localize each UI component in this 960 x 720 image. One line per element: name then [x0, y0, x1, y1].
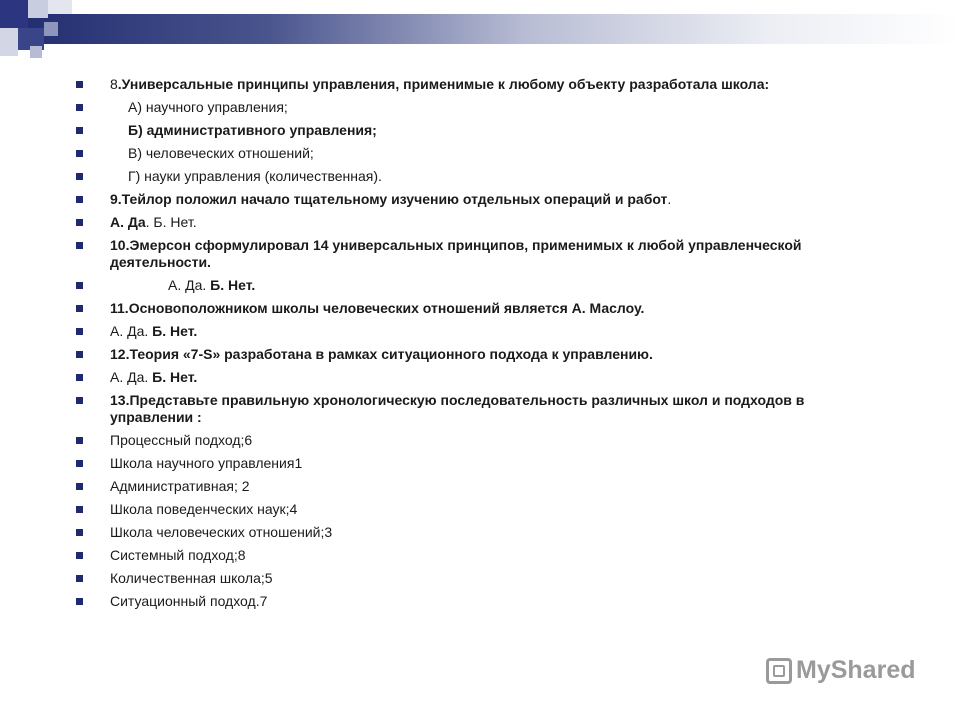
bullet-icon [76, 483, 83, 490]
bullet-icon [76, 219, 83, 226]
list-item: А) научного управления; [72, 99, 872, 116]
list-item: 9.Тейлор положил начало тщательному изучению отдельных операций и работ. [72, 191, 872, 208]
list-item: А. Да. Б. Нет. [72, 214, 872, 231]
list-item: Количественная школа;5 [72, 570, 872, 587]
bullet-icon [76, 506, 83, 513]
list-item: А. Да. Б. Нет. [72, 323, 872, 340]
list-item: 13.Представьте правильную хронологическую последовательность различных школ и подходов в управлении : [72, 392, 872, 426]
bullet-icon [76, 242, 83, 249]
list-item: Г) науки управления (количественная). [72, 168, 872, 185]
bullet-icon [76, 173, 83, 180]
bullet-icon [76, 437, 83, 444]
bullet-icon [76, 104, 83, 111]
slide-content [72, 76, 872, 616]
bullet-icon [76, 150, 83, 157]
list-item: Системный подход;8 [72, 547, 872, 564]
bullet-icon [76, 196, 83, 203]
bullet-icon [76, 374, 83, 381]
list-item: А. Да. Б. Нет. [72, 369, 872, 386]
list-item: Ситуационный подход.7 [72, 593, 872, 610]
list-item: Школа поведенческих наук;4 [72, 501, 872, 518]
bullet-icon [76, 575, 83, 582]
bullet-icon [76, 529, 83, 536]
list-item: Школа научного управления1 [72, 455, 872, 472]
list-item: 11.Основоположником школы человеческих отношений является А. Маслоу. [72, 300, 872, 317]
bullet-icon [76, 552, 83, 559]
list-item: Школа человеческих отношений;3 [72, 524, 872, 541]
list-item: 10.Эмерсон сформулировал 14 универсальных принципов, применимых к любой управленческой деятельности. [72, 237, 872, 271]
bullet-icon [76, 598, 83, 605]
bullet-icon [76, 282, 83, 289]
bullet-icon [76, 328, 83, 335]
bullet-icon [76, 81, 83, 88]
myshared-logo: MyShared [766, 656, 916, 685]
bullet-icon [76, 127, 83, 134]
list-item: А. Да. Б. Нет. [72, 277, 872, 294]
bullet-icon [76, 351, 83, 358]
bullet-icon [76, 305, 83, 312]
list-item: В) человеческих отношений; [72, 145, 872, 162]
list-item: Б) административного управления; [72, 122, 872, 139]
list-item: Административная; 2 [72, 478, 872, 495]
list-item: 8.Универсальные принципы управления, применимые к любому объекту разработала школа: [72, 76, 872, 93]
header-band [0, 14, 960, 44]
list-item: Процессный подход;6 [72, 432, 872, 449]
list-item: 12.Теория «7-S» разработана в рамках ситуационного подхода к управлению. [72, 346, 872, 363]
myshared-logo-icon [766, 658, 792, 684]
bullet-icon [76, 397, 83, 404]
bullet-icon [76, 460, 83, 467]
